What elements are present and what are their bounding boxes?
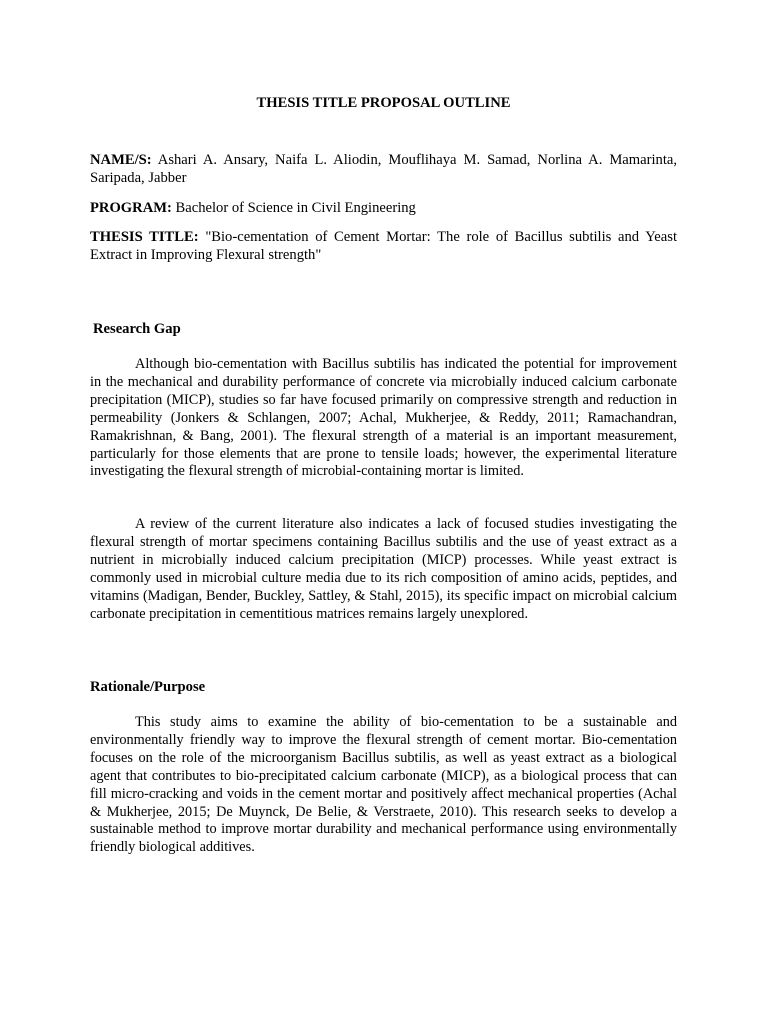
research-gap-paragraph-1: Although bio-cementation with Bacillus subtilis has indicated the potential for improvement in the mechanical and durability performance of concrete via microbially induced calcium carbonate precipitation (MICP), studies so far have focused primarily on compressive strength and reduction in permeability (Jonkers & Schlangen, 2007; Achal, Mukherjee, & Reddy, 2011; Ramachandran, Ramakrishnan, & Bang, 2001). The flexural strength of a material is an important measurement, particularly for those elements that are prone to tensile loads; however, the experimental literature investigating the flexural strength of microbial-containing mortar is limited. [90,356,677,480]
research-gap-paragraph-2: A review of the current literature also indicates a lack of focused studies investigating the flexural strength of mortar specimens containing Bacillus subtilis and the use of yeast extract as a nutrient in microbially induced calcium precipitation (MICP) processes. While yeast extract is commonly used in microbial culture media due to its rich composition of amino acids, peptides, and vitamins (Madigan, Bender, Buckley, Sattley, & Stahl, 2015), its specific impact on microbial calcium carbonate precipitation in cementitious matrices remains largely unexplored. [90,516,677,622]
thesis-title-label: THESIS TITLE: [90,229,199,245]
names-label: NAME/S: [90,152,152,168]
thesis-title-value: "Bio-cementation of Cement Mortar: The role of Bacillus subtilis and Yeast Extract in Improving Flexural strength" [90,229,677,263]
thesis-title-field [90,228,677,264]
program-field [90,199,677,217]
program-label: PROGRAM: [90,200,172,216]
document-title: THESIS TITLE PROPOSAL OUTLINE [256,95,511,111]
names-value: Ashari A. Ansary, Naifa L. Aliodin, Mouflihaya M. Samad, Norlina A. Mamarinta, Saripada, Jabber [90,152,677,186]
rationale-paragraph: This study aims to examine the ability of bio-cementation to be a sustainable and environmentally friendly way to improve the flexural strength of cement mortar. Bio-cementation focuses on the role of the microorganism Bacillus subtilis, as well as yeast extract as a biological agent that contributes to bio-precipitated calcium carbonate (MICP), as a biological process that can fill micro-cracking and voids in the cement mortar and positively affect mechanical properties (Achal & Mukherjee, 2015; De Muynck, De Belie, & Verstraete, 2010). This research seeks to develop a sustainable method to improve mortar durability and mechanical performance using environmentally friendly biological additives. [90,714,677,856]
research-gap-heading: Research Gap [93,321,181,337]
program-value: Bachelor of Science in Civil Engineering [175,200,416,216]
names-field [90,151,677,187]
rationale-heading: Rationale/Purpose [90,679,206,695]
